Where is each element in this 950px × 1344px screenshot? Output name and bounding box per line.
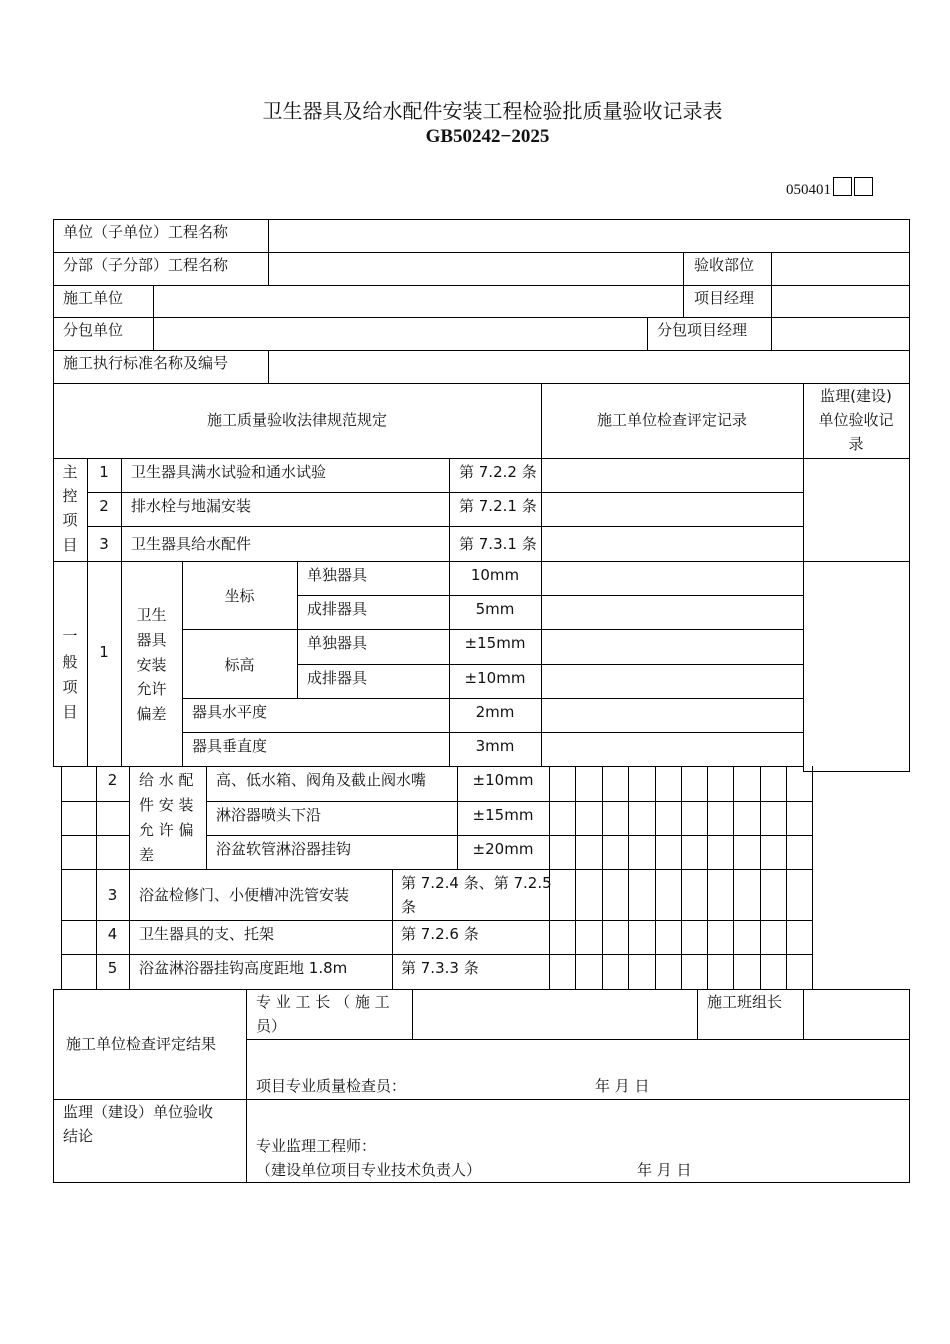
grid-line bbox=[297, 664, 804, 665]
date-label: 年 月 日 bbox=[595, 1077, 650, 1095]
grid-line bbox=[53, 458, 910, 459]
form-title: 卫生器具及给水配件安装工程检验批质量验收记录表 bbox=[262, 99, 723, 123]
label-subcontract-pm: 分包项目经理 bbox=[657, 321, 748, 339]
item2-row2-value: ±15mm bbox=[472, 806, 534, 824]
general-row-clause: 条 bbox=[401, 898, 417, 916]
main-row-item: 排水栓与地漏安装 bbox=[131, 497, 252, 515]
col-supervisor-header-3: 录 bbox=[848, 435, 864, 453]
general-row-no: 4 bbox=[107, 925, 118, 943]
grid-line bbox=[681, 766, 682, 989]
grid-line bbox=[803, 771, 910, 772]
grid-line bbox=[206, 766, 207, 869]
grid-line bbox=[733, 766, 734, 989]
supervision-label: 监理（建设）单位验收 bbox=[63, 1103, 214, 1121]
grid-line bbox=[53, 285, 910, 286]
general-item2-group: 给 水 配 bbox=[139, 771, 194, 789]
col-supervisor-header-1: 监理(建设) bbox=[820, 387, 892, 405]
code-box[interactable] bbox=[833, 177, 852, 196]
label-standard: 施工执行标准名称及编号 bbox=[63, 354, 229, 372]
grid-line bbox=[53, 383, 910, 384]
general-item2-group: 差 bbox=[139, 846, 155, 864]
elev-label: 标高 bbox=[224, 656, 255, 674]
grid-line bbox=[53, 317, 910, 318]
main-label-char: 目 bbox=[62, 536, 78, 554]
grid-line bbox=[392, 869, 393, 989]
label-construction-unit: 施工单位 bbox=[63, 289, 124, 307]
grid-line bbox=[697, 989, 698, 1039]
general-item2-group: 允 许 偏 bbox=[139, 821, 194, 839]
form-code bbox=[786, 177, 873, 199]
grid-line bbox=[575, 766, 576, 989]
col-spec-header: 施工质量验收法律规范规定 bbox=[206, 411, 387, 429]
general-item2-group: 件 安 装 bbox=[139, 796, 194, 814]
grid-line bbox=[206, 801, 813, 802]
vertical-value: 3mm bbox=[475, 737, 515, 755]
grid-line bbox=[812, 766, 813, 989]
main-label-char: 项 bbox=[62, 511, 78, 529]
grid-line bbox=[602, 766, 603, 989]
grid-line bbox=[246, 1039, 910, 1040]
supervision-label-cont: 结论 bbox=[63, 1127, 94, 1145]
tech-lead-label: （建设单位项目专业技术负责人） bbox=[256, 1161, 482, 1179]
code-box[interactable] bbox=[854, 177, 873, 196]
grid-line bbox=[683, 252, 684, 318]
general-item1-group: 允许 bbox=[136, 680, 167, 698]
label-acceptance-part: 验收部位 bbox=[694, 256, 755, 274]
grid-line bbox=[53, 989, 54, 1182]
grid-line bbox=[655, 766, 656, 989]
item2-row3-label: 浴盆软管淋浴器挂钩 bbox=[216, 840, 352, 858]
grid-line bbox=[61, 835, 129, 836]
level-value: 2mm bbox=[475, 703, 515, 721]
grid-line bbox=[53, 1182, 910, 1183]
grid-line bbox=[182, 732, 804, 733]
grid-line bbox=[182, 629, 804, 630]
grid-line bbox=[87, 526, 804, 527]
general-row-item: 卫生器具的支、托架 bbox=[139, 925, 275, 943]
single-fixture-label: 单独器具 bbox=[307, 634, 368, 652]
foreman-label: 专 业 工 长 （ 施 工 bbox=[256, 993, 390, 1011]
general-label-char: 目 bbox=[62, 703, 78, 721]
grid-line bbox=[647, 317, 648, 350]
grid-line bbox=[909, 219, 910, 772]
general-label-char: 一 bbox=[62, 627, 78, 645]
general-row-no: 3 bbox=[107, 886, 118, 904]
team-leader-label: 施工班组长 bbox=[707, 993, 783, 1011]
elev-single-value: ±15mm bbox=[464, 634, 526, 652]
item2-row2-label: 淋浴器喷头下沿 bbox=[216, 806, 322, 824]
grid-line bbox=[61, 766, 62, 989]
label-project-manager: 项目经理 bbox=[694, 289, 755, 307]
col-supervisor-header-2: 单位验收记 bbox=[818, 411, 894, 429]
general-label-char: 般 bbox=[62, 653, 78, 671]
grid-line bbox=[297, 595, 804, 596]
contractor-result-label: 施工单位检查评定结果 bbox=[66, 1035, 217, 1053]
grid-line bbox=[182, 698, 804, 699]
coord-row-value: 5mm bbox=[475, 600, 515, 618]
general-row-clause: 第 7.2.4 条、第 7.2.5 bbox=[401, 874, 552, 892]
main-label-char: 主 bbox=[62, 463, 78, 481]
general-item2-no: 2 bbox=[107, 771, 118, 789]
grid-line bbox=[268, 219, 269, 285]
grid-line bbox=[412, 989, 413, 1039]
quality-inspector-label: 项目专业质量检查员： bbox=[256, 1077, 407, 1095]
level-label: 器具水平度 bbox=[192, 703, 268, 721]
date-label: 年 月 日 bbox=[637, 1161, 692, 1179]
general-item1-group: 安装 bbox=[136, 656, 167, 674]
main-row-item: 卫生器具给水配件 bbox=[131, 535, 252, 553]
item2-row3-value: ±20mm bbox=[472, 840, 534, 858]
general-row-no: 5 bbox=[107, 959, 118, 977]
grid-line bbox=[628, 766, 629, 989]
grid-line bbox=[61, 869, 813, 870]
single-fixture-label: 单独器具 bbox=[307, 566, 368, 584]
grid-line bbox=[61, 920, 813, 921]
item2-row1-label: 高、低水箱、阀角及截止阀水嘴 bbox=[216, 771, 427, 789]
main-row-clause: 第 7.2.1 条 bbox=[459, 497, 537, 515]
general-item1-group: 偏差 bbox=[136, 705, 167, 723]
grid-line bbox=[129, 766, 130, 989]
grid-line bbox=[909, 989, 910, 1182]
main-label-char: 控 bbox=[62, 487, 78, 505]
form-code-number: 050401 bbox=[786, 182, 831, 198]
vertical-label: 器具垂直度 bbox=[192, 737, 268, 755]
main-row-item: 卫生器具满水试验和通水试验 bbox=[131, 463, 327, 481]
supervising-engineer-label: 专业监理工程师： bbox=[256, 1137, 377, 1155]
foreman-label-cont: 员） bbox=[256, 1017, 287, 1035]
main-row-clause: 第 7.3.1 条 bbox=[459, 535, 537, 553]
grid-line bbox=[760, 766, 761, 989]
elev-row-value: ±10mm bbox=[464, 669, 526, 687]
grid-line bbox=[268, 350, 269, 383]
label-sub-project: 分部（子分部）工程名称 bbox=[63, 256, 229, 274]
general-row-item: 浴盆淋浴器挂钩高度距地 1.8m bbox=[139, 959, 348, 977]
grid-line bbox=[87, 492, 804, 493]
grid-line bbox=[206, 835, 813, 836]
label-subcontract-unit: 分包单位 bbox=[63, 321, 124, 339]
grid-line bbox=[61, 801, 129, 802]
standard-code: GB50242−2025 bbox=[425, 126, 550, 147]
general-item1-group: 卫生 bbox=[136, 606, 167, 624]
main-row-no: 2 bbox=[99, 497, 109, 515]
label-unit-project: 单位（子单位）工程名称 bbox=[63, 223, 229, 241]
grid-line bbox=[803, 989, 804, 1039]
row-fixture-label: 成排器具 bbox=[307, 669, 368, 687]
grid-line bbox=[541, 383, 542, 766]
grid-line bbox=[771, 252, 772, 350]
grid-line bbox=[707, 766, 708, 989]
grid-line bbox=[153, 285, 154, 350]
general-item1-group: 器具 bbox=[136, 631, 167, 649]
col-contractor-header: 施工单位检查评定记录 bbox=[596, 411, 747, 429]
coord-label: 坐标 bbox=[224, 587, 255, 605]
grid-line bbox=[61, 954, 813, 955]
coord-single-value: 10mm bbox=[470, 566, 520, 584]
item2-row1-value: ±10mm bbox=[472, 771, 534, 789]
main-row-no: 1 bbox=[99, 463, 109, 481]
general-row-clause: 第 7.3.3 条 bbox=[401, 959, 479, 977]
general-label-char: 项 bbox=[62, 678, 78, 696]
grid-line bbox=[786, 766, 787, 989]
general-row-item: 浴盆检修门、小便槽冲洗管安装 bbox=[139, 886, 350, 904]
main-row-no: 3 bbox=[99, 535, 109, 553]
general-item1-no: 1 bbox=[99, 643, 109, 661]
grid-line bbox=[53, 766, 804, 767]
general-row-clause: 第 7.2.6 条 bbox=[401, 925, 479, 943]
main-row-clause: 第 7.2.2 条 bbox=[459, 463, 537, 481]
grid-line bbox=[246, 989, 247, 1182]
row-fixture-label: 成排器具 bbox=[307, 600, 368, 618]
